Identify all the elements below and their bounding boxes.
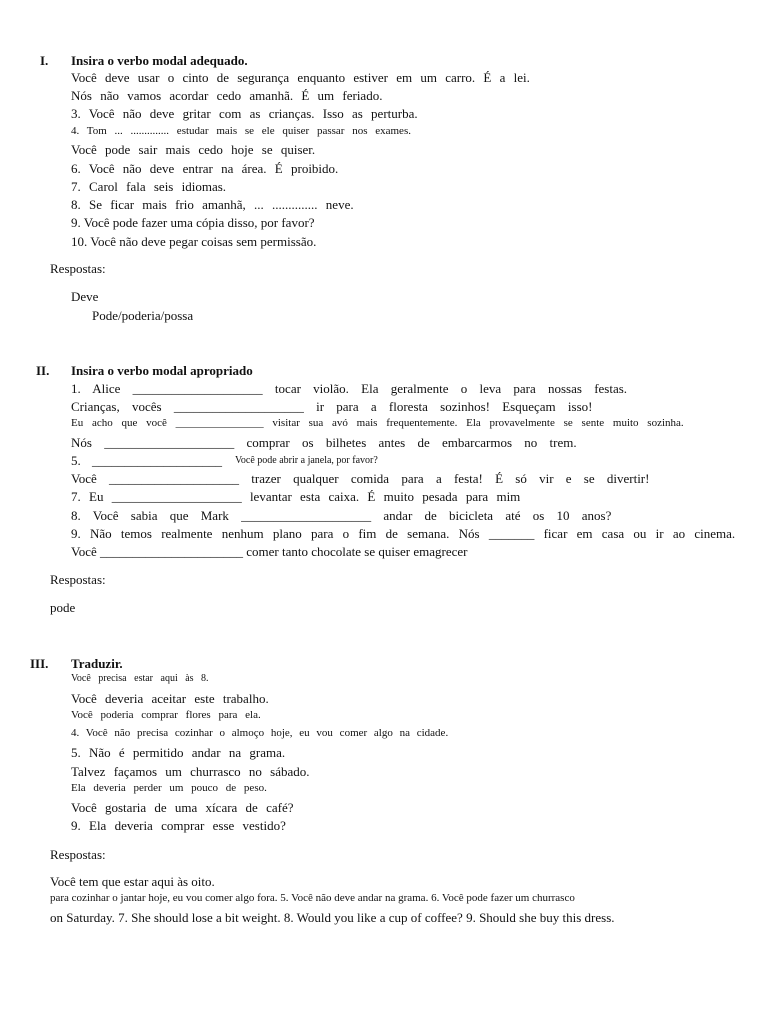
section-3-line: 4. Você não precisa cozinhar o almoço hoje, eu vou comer algo na cidade. [71, 727, 449, 739]
section-1-number: I. [40, 53, 49, 68]
section-3-line: Você deveria aceitar este trabalho. [71, 691, 269, 706]
section-1-line: 8. Se ficar mais frio amanhã, ... .............. neve. [71, 197, 354, 212]
section-2-answers-label: Respostas: [50, 572, 106, 587]
section-2-line: Nós ____________________ comprar os bilhetes antes de embarcarmos no trem. [71, 435, 577, 450]
section-3-answer: on Saturday. 7. She should lose a bit weight. 8. Would you like a cup of coffee? 9. Should she buy this dress. [50, 910, 615, 925]
section-1-line: 10. Você não deve pegar coisas sem permissão. [71, 234, 317, 249]
section-2-line: 8. Você sabia que Mark ____________________ andar de bicicleta até os 10 anos? [71, 508, 612, 523]
section-2-answer: pode [50, 600, 76, 615]
section-3-line: Você poderia comprar flores para ela. [71, 709, 261, 721]
section-2-line: 5. [71, 453, 81, 468]
section-3-line: Talvez façamos um churrasco no sábado. [71, 764, 310, 779]
section-3-answer: para cozinhar o jantar hoje, eu vou comer algo fora. 5. Você não deve andar na grama. 6. Você pode fazer um churrasco [50, 892, 575, 904]
section-2-line: Você ______________________ comer tanto chocolate se quiser emagrecer [71, 544, 468, 559]
section-2-line: 9. Não temos realmente nenhum plano para o fim de semana. Nós _______ ficar em casa ou ir ao cinema. [71, 526, 736, 541]
section-3-number: III. [30, 656, 49, 671]
section-2-line: 1. Alice ____________________ tocar violão. Ela geralmente o leva para nossas festas. [71, 381, 628, 396]
section-2-number: II. [36, 363, 50, 378]
section-1-line: 9. Você pode fazer uma cópia disso, por favor? [71, 215, 315, 230]
section-3-answers-label: Respostas: [50, 847, 106, 862]
section-3-line: Você precisa estar aqui às 8. [71, 673, 209, 684]
section-2-line: 7. Eu ____________________ levantar esta caixa. É muito pesada para mim [71, 489, 521, 504]
section-3-line: Ela deveria perder um pouco de peso. [71, 782, 267, 794]
section-2-blank: ____________________ [92, 453, 222, 468]
section-3-title: Traduzir. [71, 656, 123, 671]
section-2-title: Insira o verbo modal apropriado [71, 363, 253, 378]
section-3-line: 9. Ela deveria comprar esse vestido? [71, 818, 286, 833]
section-1-title: Insira o verbo modal adequado. [71, 53, 248, 68]
section-3-line: 5. Não é permitido andar na grama. [71, 745, 286, 760]
section-1-answer: Pode/poderia/possa [92, 308, 194, 323]
section-1-answers-label: Respostas: [50, 261, 106, 276]
section-1-line: 3. Você não deve gritar com as crianças. Isso as perturba. [71, 106, 418, 121]
section-2-line: Você pode abrir a janela, por favor? [235, 455, 378, 466]
section-1-line: Você pode sair mais cedo hoje se quiser. [71, 142, 316, 157]
section-1-answer: Deve [71, 289, 99, 304]
section-2-line: Eu acho que você ________________ visitar sua avó mais frequentemente. Ela provavelmente se sente muito sozinha. [71, 417, 684, 429]
section-1-line: Você deve usar o cinto de segurança enquanto estiver em um carro. É a lei. [71, 70, 530, 85]
section-3-line: Você gostaria de uma xícara de café? [71, 800, 294, 815]
section-3-answer: Você tem que estar aqui às oito. [50, 874, 215, 889]
section-1-line: 6. Você não deve entrar na área. É proibido. [71, 161, 339, 176]
section-2-line: Você ____________________ trazer qualquer comida para a festa! É só vir e se divertir! [71, 471, 650, 486]
section-2-line: Crianças, vocês ____________________ ir para a floresta sozinhos! Esqueçam isso! [71, 399, 593, 414]
section-1-line: 4. Tom ... .............. estudar mais se ele quiser passar nos exames. [71, 125, 411, 137]
section-1-line: 7. Carol fala seis idiomas. [71, 179, 227, 194]
section-1-line: Nós não vamos acordar cedo amanhã. É um feriado. [71, 88, 383, 103]
